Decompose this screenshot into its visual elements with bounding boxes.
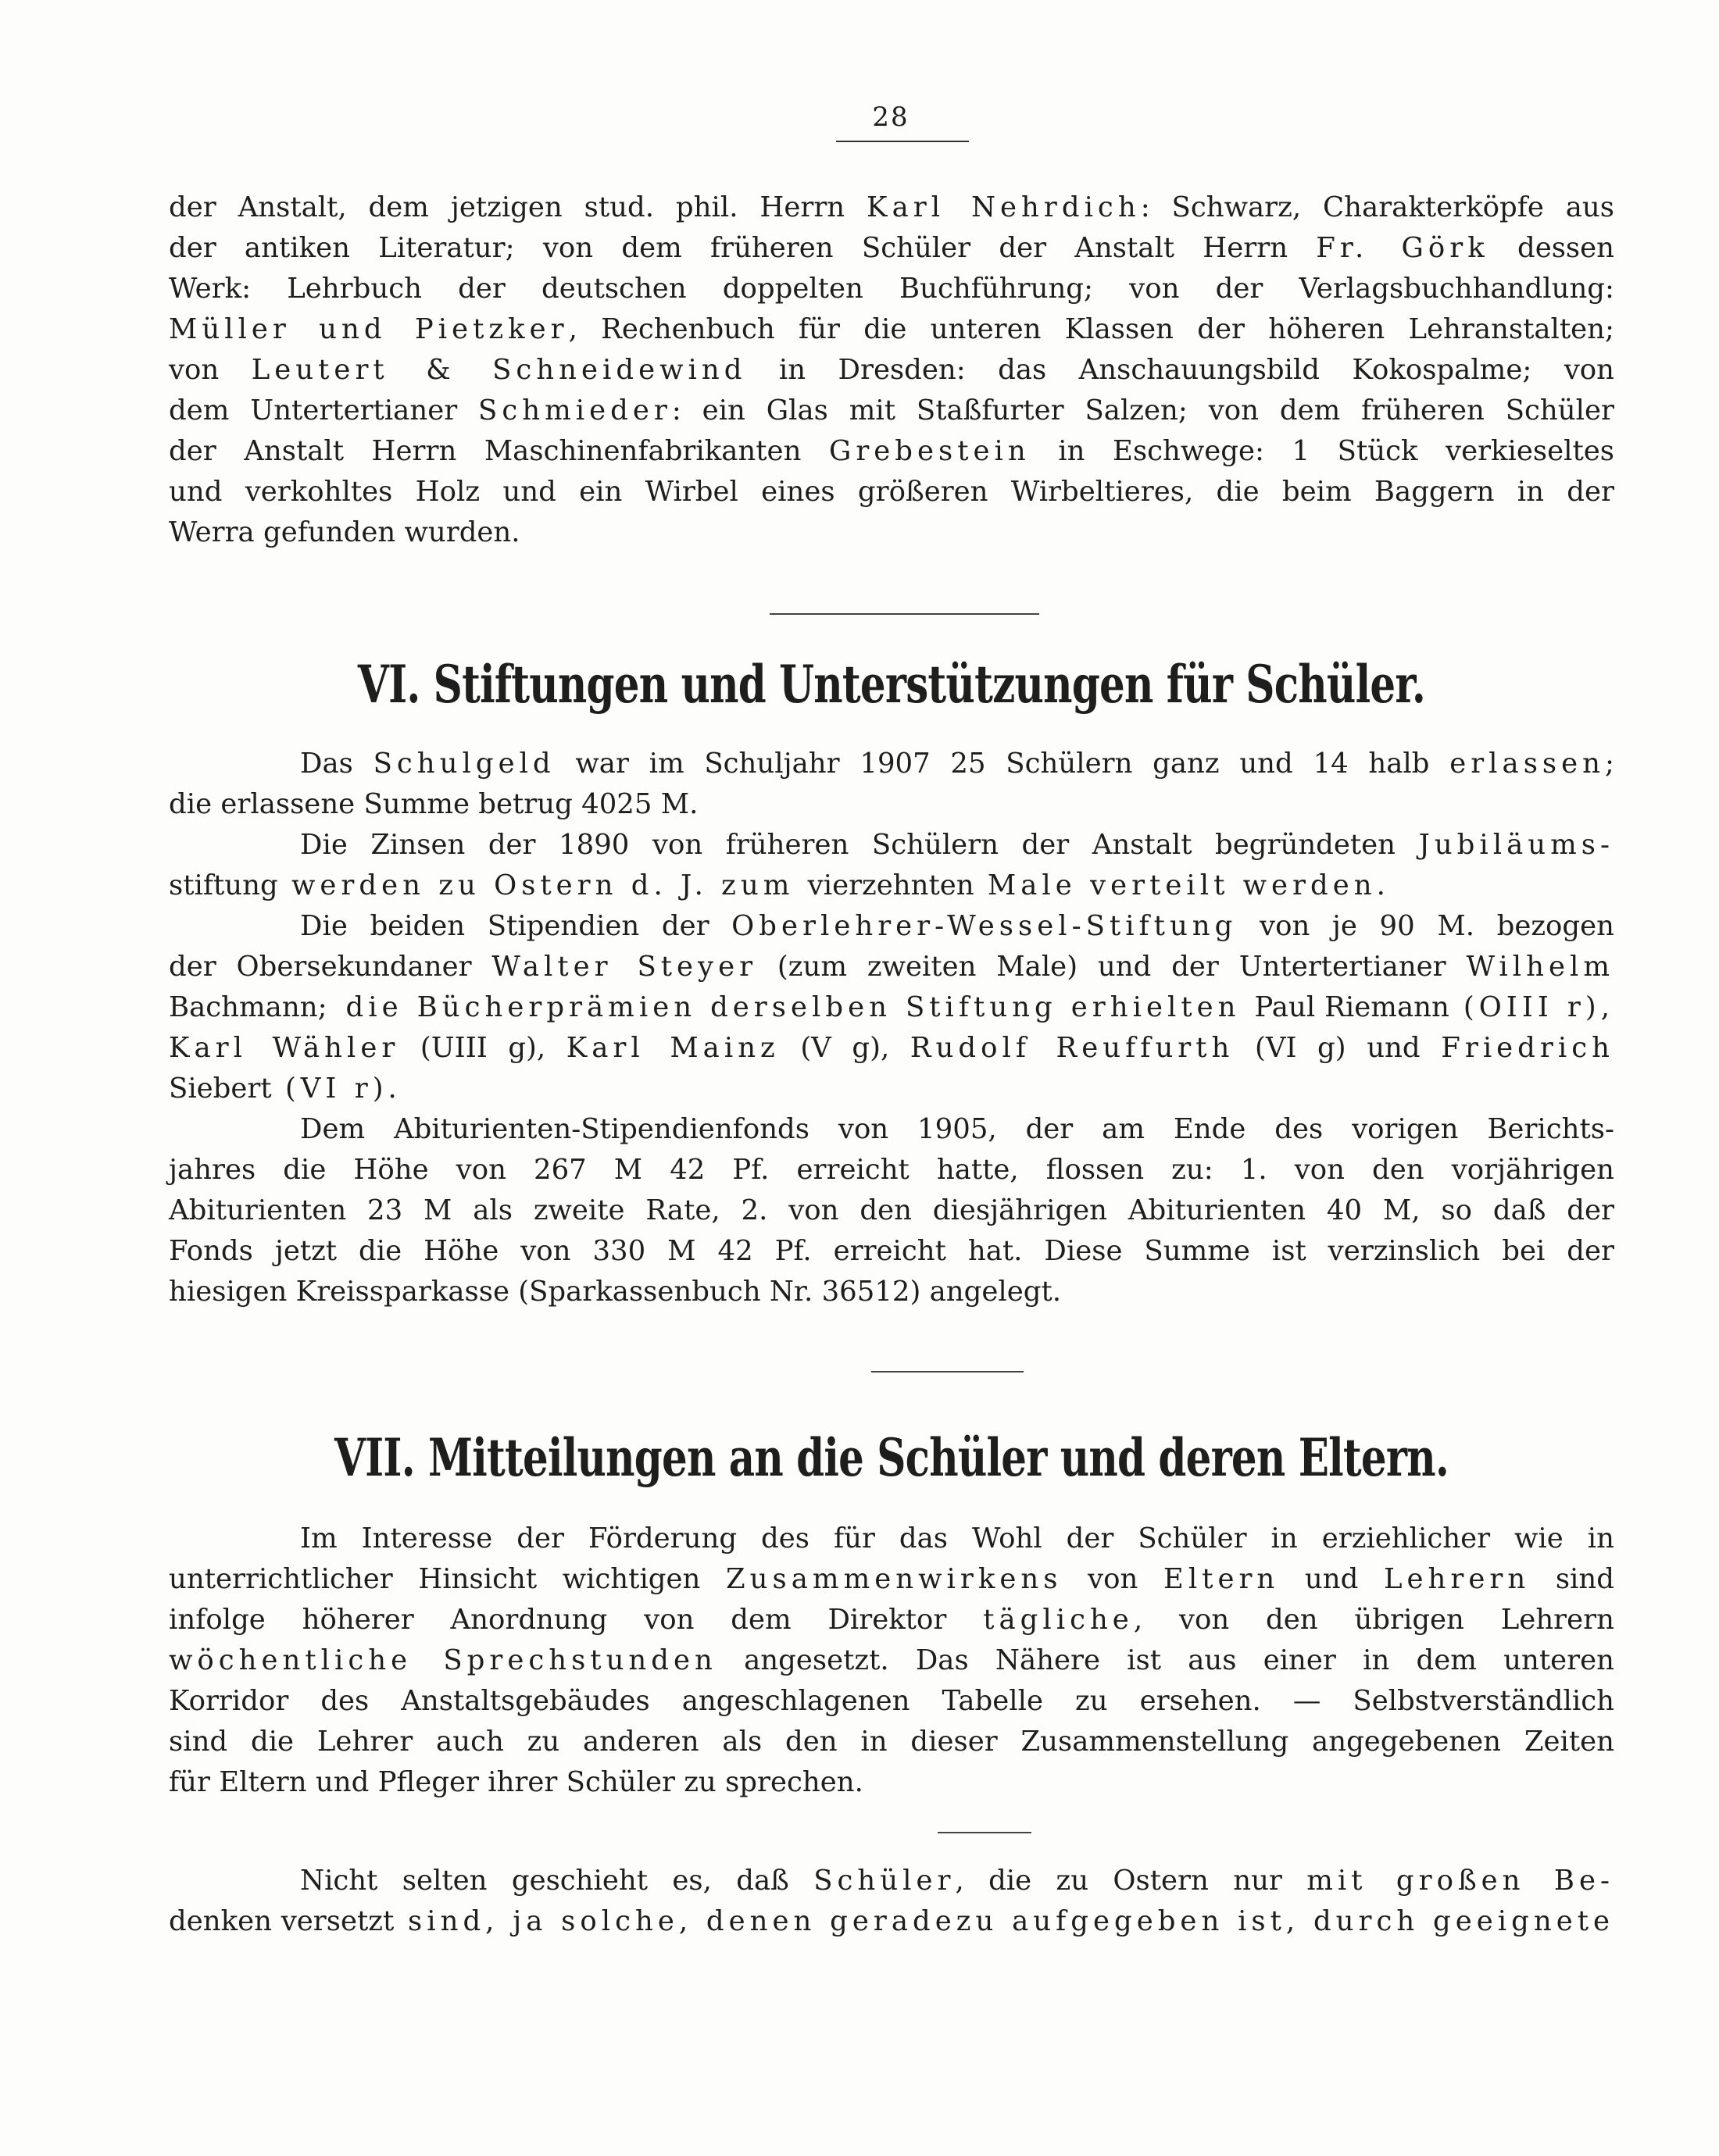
text-line: Dem Abiturienten-Stipendienfonds von 1905, der am Ende des vorigen Berichts-	[300, 1113, 1614, 1145]
section-vii-body	[169, 1519, 1614, 1942]
section-divider	[871, 1371, 1024, 1372]
text-line: und verkohltes Holz und ein Wirbel eines größeren Wirbeltieres, die beim Baggern in der	[169, 476, 1614, 508]
text-line: Abiturienten 23 M als zweite Rate, 2. von den diesjährigen Abiturienten 40 M, so daß der	[169, 1194, 1614, 1226]
text-line: Nicht selten geschieht es, daß Schüler, die zu Ostern nur mit großen Be-	[300, 1865, 1614, 1897]
text-line: Die Zinsen der 1890 von früheren Schülern der Anstalt begründeten Jubiläums-	[300, 829, 1614, 861]
text-line: Das Schulgeld war im Schuljahr 1907 25 Schülern ganz und 14 halb erlassen;	[300, 748, 1614, 780]
text-line: Werk: Lehrbuch der deutschen doppelten Buchführung; von der Verlagsbuchhandlung:	[169, 273, 1614, 305]
section-vi-body	[169, 744, 1614, 1312]
text-line: Bachmann; die Bücherprämien derselben Stiftung erhielten Paul Riemann (OIII r),	[169, 991, 1614, 1023]
text-line: Fonds jetzt die Höhe von 330 M 42 Pf. erreicht hat. Diese Summe ist verzinslich bei der	[169, 1235, 1614, 1267]
text-line: dem Untertertianer Schmieder: ein Glas mit Staßfurter Salzen; von dem früheren Schüler	[169, 394, 1614, 427]
text-line: der antiken Literatur; von dem früheren Schüler der Anstalt Herrn Fr. Görk dessen	[169, 232, 1615, 264]
text-line: Karl Wähler (UIII g), Karl Mainz (V g), Rudolf Reuffurth (VI g) und Friedrich	[169, 1032, 1614, 1064]
text-line: hiesigen Kreissparkasse (Sparkassenbuch Nr. 36512) angelegt.	[169, 1276, 1062, 1308]
text-line: denken versetzt sind, ja solche, denen geradezu aufgegeben ist, durch geeignete	[169, 1905, 1614, 1937]
text-line: der Obersekundaner Walter Steyer (zum zweiten Male) und der Untertertianer Wilhelm	[169, 951, 1614, 983]
text-line: für Eltern und Pfleger ihrer Schüler zu sprechen.	[169, 1766, 863, 1798]
intro-paragraph	[169, 187, 1614, 553]
text-line: infolge höherer Anordnung von dem Direktor tägliche, von den übrigen Lehrern	[169, 1604, 1614, 1636]
text-line: die erlassene Summe betrug 4025 M.	[169, 788, 699, 820]
text-line: der Anstalt Herrn Maschinenfabrikanten Grebestein in Eschwege: 1 Stück verkieseltes	[169, 435, 1614, 467]
text-line: Korridor des Anstaltsgebäudes angeschlagenen Tabelle zu ersehen. — Selbstverständlich	[169, 1685, 1614, 1717]
text-line: Die beiden Stipendien der Oberlehrer-Wessel-Stiftung von je 90 M. bezogen	[300, 910, 1614, 942]
text-line: wöchentliche Sprechstunden angesetzt. Das Nähere ist aus einer in dem unteren	[169, 1644, 1614, 1676]
section-vi-heading: VI. Stiftungen und Unterstützungen für Schüler.	[357, 654, 1426, 715]
paragraph-divider	[938, 1832, 1031, 1833]
text-line: Siebert (VI r).	[169, 1073, 402, 1105]
text-line: von Leutert & Schneidewind in Dresden: das Anschauungsbild Kokospalme; von	[169, 354, 1615, 386]
text-line: Müller und Pietzker, Rechenbuch für die unteren Klassen der höheren Lehranstalten;	[169, 313, 1614, 345]
text-line: sind die Lehrer auch zu anderen als den in dieser Zusammenstellung angegebenen Zeiten	[169, 1726, 1614, 1758]
text-line: jahres die Höhe von 267 M 42 Pf. erreicht hatte, flossen zu: 1. von den vorjährigen	[169, 1154, 1614, 1186]
text-line: Werra gefunden wurden.	[169, 516, 520, 548]
text-line: der Anstalt, dem jetzigen stud. phil. Herrn Karl Nehrdich: Schwarz, Charakterköpfe aus	[169, 191, 1614, 223]
section-vii-heading: VII. Mitteilungen an die Schüler und deren Eltern.	[334, 1427, 1449, 1488]
text-line: unterrichtlicher Hinsicht wichtigen Zusammenwirkens von Eltern und Lehrern sind	[169, 1563, 1614, 1595]
section-divider	[770, 613, 1039, 615]
page-number-underline	[836, 141, 969, 142]
text-line: stiftung werden zu Ostern d. J. zum vierzehnten Male verteilt werden.	[169, 869, 1390, 901]
page-number: 28	[872, 102, 910, 133]
text-line: Im Interesse der Förderung des für das Wohl der Schüler in erziehlicher wie in	[300, 1522, 1614, 1555]
